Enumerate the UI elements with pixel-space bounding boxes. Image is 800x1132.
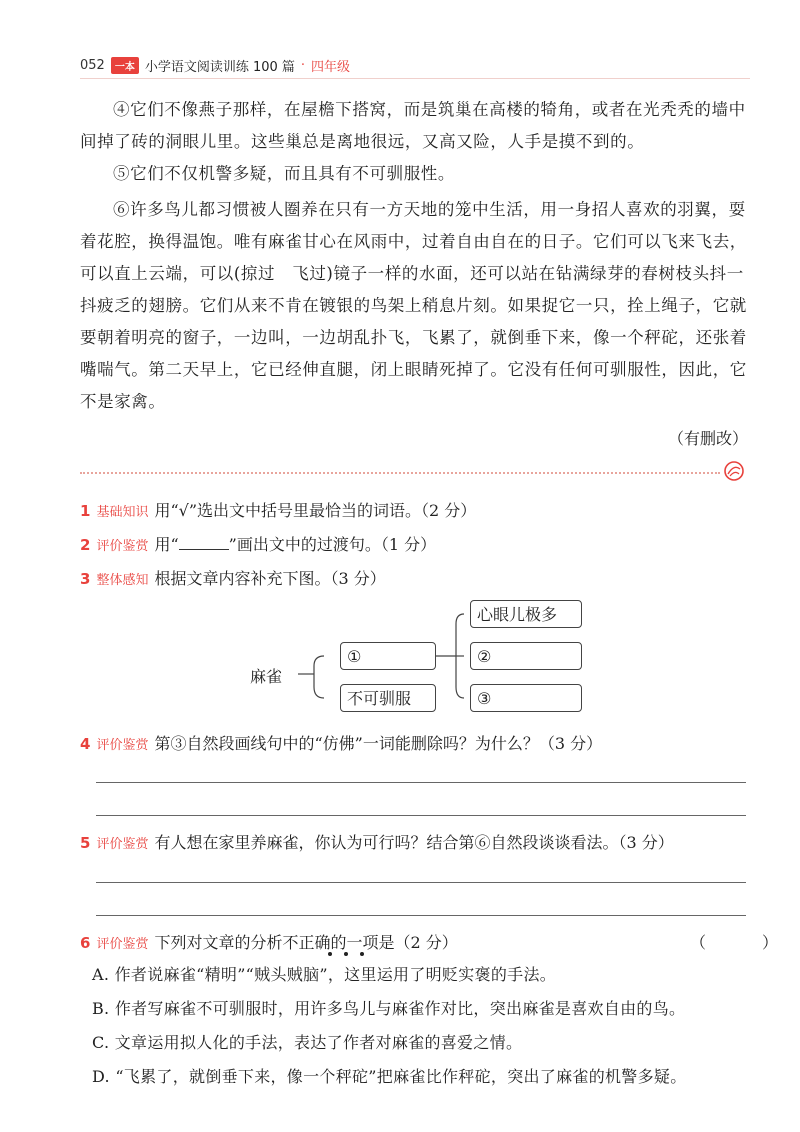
- question-3: [80, 566, 760, 589]
- question-text: 下列对文章的分析不正确的一项是（2 分）: [154, 933, 458, 952]
- diagram-root: 麻雀: [250, 667, 283, 686]
- question-tag: 评价鉴赏: [96, 738, 149, 753]
- emphasis-dot: [344, 952, 348, 956]
- question-text: 根据文章内容补充下图。（3 分）: [154, 569, 386, 588]
- question-number: 1: [80, 502, 91, 520]
- question-5: [80, 830, 760, 853]
- sparrow-diagram: [250, 592, 600, 722]
- question-text: 第③自然段画线句中的“仿佛”一词能删除吗？为什么？（3 分）: [154, 734, 603, 753]
- question-tag: 评价鉴赏: [96, 837, 149, 852]
- leaf-box-2: ②: [470, 642, 582, 670]
- page-number: 052: [80, 58, 105, 73]
- branch-box-1: ①: [340, 642, 436, 670]
- emphasis-dot: [328, 952, 332, 956]
- question-tag: 评价鉴赏: [96, 937, 149, 952]
- answer-bracket[interactable]: （ ）: [690, 933, 799, 952]
- option-b[interactable]: B. 作者写麻雀不可驯服时，用许多鸟儿与麻雀作对比，突出麻雀是喜欢自由的鸟。: [92, 999, 686, 1018]
- question-tag: 整体感知: [96, 573, 149, 588]
- question-number: 6: [80, 934, 91, 952]
- option-c[interactable]: C. 文章运用拟人化的手法，表达了作者对麻雀的喜爱之情。: [92, 1033, 523, 1052]
- leaf-icon: [722, 460, 746, 482]
- brand-badge: 一本: [111, 57, 139, 74]
- answer-line[interactable]: [96, 915, 746, 916]
- question-text: [154, 532, 436, 555]
- question-2: [80, 532, 760, 555]
- option-a[interactable]: A. 作者说麻雀“精明”“贼头贼脑”，这里运用了明贬实褒的手法。: [92, 965, 557, 984]
- answer-line[interactable]: [96, 882, 746, 883]
- question-text-after: ”画出文中的过渡句。（1 分）: [228, 535, 437, 554]
- question-4: [80, 731, 760, 754]
- question-6: [80, 930, 760, 953]
- question-text: 有人想在家里养麻雀，你认为可行吗？结合第⑥自然段谈谈看法。（3 分）: [154, 833, 674, 852]
- question-1: [80, 498, 760, 521]
- grade-label: 四年级: [311, 60, 351, 75]
- paragraph-4: ④它们不像燕子那样，在屋檐下搭窝，而是筑巢在高楼的犄角，或者在光秃秃的墙中间掉了砖的洞眼儿里。这些巢总是离地很远，又高又险，人手是摸不到的。: [80, 100, 746, 151]
- paragraph-6: ⑥许多鸟儿都习惯被人圈养在只有一方天地的笼中生活，用一身招人喜欢的羽翼，耍着花腔，换得温饱。唯有麻雀甘心在风雨中，过着自由自在的日子。它们可以飞来飞去，可以直上云端，可以(掠过 飞过)镜子一样的水面，还可以站在钻满绿芽的春树枝头抖一抖疲乏的翅膀。它们从来不肯在镀银的鸟架上稍息片刻。如果捉它一只，拴上绳子，它就要朝着明亮的窗子，一边叫，一边胡乱扑飞，飞累了，就倒垂下来，像一个秤砣，还张着嘴喘气。第二天早上，它已经伸直腿，闭上眼睛死掉了。它没有任何可驯服性，因此，它不是家禽。: [80, 200, 747, 411]
- question-tag: 基础知识: [96, 505, 149, 520]
- book-title: 小学语文阅读训练 100 篇: [144, 60, 295, 75]
- source-note: （有删改）: [667, 429, 748, 448]
- paragraph-5: ⑤它们不仅机警多疑，而且具有不可驯服性。: [113, 164, 455, 183]
- underline-blank: [179, 549, 229, 550]
- leaf-box-1: 心眼儿极多: [470, 600, 582, 628]
- question-number: 2: [80, 536, 91, 554]
- question-number: 5: [80, 834, 91, 852]
- answer-line[interactable]: [96, 782, 746, 783]
- emphasis-dot: [360, 952, 364, 956]
- question-text-before: 用“: [154, 535, 179, 554]
- question-text: 用“√”选出文中括号里最恰当的词语。（2 分）: [154, 501, 477, 520]
- branch-box-2: 不可驯服: [340, 684, 436, 712]
- header-rule: [80, 78, 750, 79]
- page-header: [80, 56, 350, 75]
- question-number: 4: [80, 735, 91, 753]
- leaf-box-3: ③: [470, 684, 582, 712]
- question-number: 3: [80, 570, 91, 588]
- question-tag: 评价鉴赏: [96, 539, 149, 554]
- answer-line[interactable]: [96, 815, 746, 816]
- section-divider: [80, 472, 720, 474]
- separator: ·: [300, 58, 306, 73]
- option-d[interactable]: D. “飞累了，就倒垂下来，像一个秤砣”把麻雀比作秤砣，突出了麻雀的机警多疑。: [92, 1067, 687, 1086]
